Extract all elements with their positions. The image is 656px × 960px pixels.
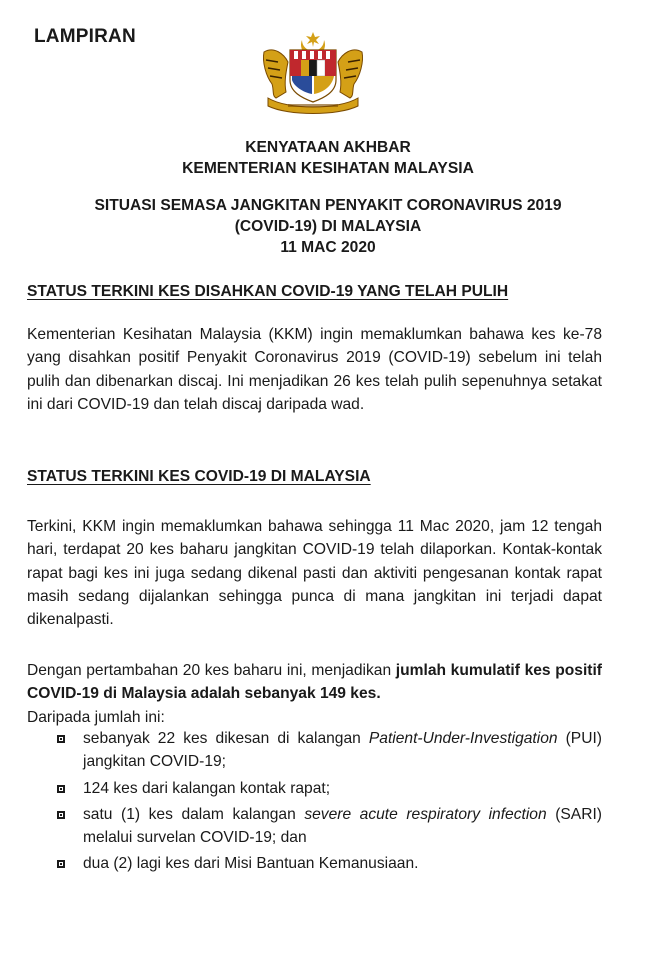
square-bullet-icon <box>57 860 65 868</box>
section-title-status: STATUS TERKINI KES COVID-19 DI MALAYSIA <box>27 468 371 485</box>
subtitle-line-2: (COVID-19) DI MALAYSIA <box>234 218 422 235</box>
list-item: satu (1) kes dalam kalangan severe acute respiratory infection (SARI) melalui survelan COVID-19; dan <box>27 803 602 850</box>
subtitle-line-1: SITUASI SEMASA JANGKITAN PENYAKIT CORONAVIRUS 2019 <box>94 197 562 214</box>
square-bullet-icon <box>57 785 65 793</box>
title-line-2: KEMENTERIAN KESIHATAN MALAYSIA <box>182 160 474 177</box>
situation-heading <box>0 195 656 258</box>
summary-pre: Dengan pertambahan 20 kes baharu ini, menjadikan <box>27 662 396 679</box>
cumulative-summary <box>27 659 602 729</box>
title-line-1: KENYATAAN AKHBAR <box>245 139 411 156</box>
list-item: sebanyak 22 kes dikesan di kalangan Patient-Under-Investigation (PUI) jangkitan COVID-19; <box>27 727 602 774</box>
section-body-status: Terkini, KKM ingin memaklumkan bahawa sehingga 11 Mac 2020, jam 12 tengah hari, terdapat 20 kes baharu jangkitan COVID-19 telah dilaporkan. Kontak-kontak rapat bagi kes ini juga sedang dikenal pasti dan aktiviti pengesanan kontak rapat masih sedang dijalankan sehingga punca di mana jangkitan ini terjadi dapat dikenalpasti. <box>27 518 602 629</box>
summary-lead: Daripada jumlah ini: <box>27 708 165 726</box>
statement-date: 11 MAC 2020 <box>280 239 376 256</box>
section-body-recovered: Kementerian Kesihatan Malaysia (KKM) ingin memaklumkan bahawa kes ke-78 yang disahkan positif Penyakit Coronavirus 2019 (COVID-19) sebelum ini telah pulih dan dibenarkan discaj. Ini menjadikan 26 kes telah pulih sepenuhnya setakat ini dari COVID-19 dan telah discaj daripada wad. <box>27 326 602 413</box>
square-bullet-icon <box>57 811 65 819</box>
press-statement-heading <box>0 137 656 179</box>
list-item: 124 kes dari kalangan kontak rapat; <box>27 777 602 800</box>
summary-post: . <box>376 685 381 703</box>
lampiran-label: LAMPIRAN <box>34 26 136 47</box>
section-title-recovered: STATUS TERKINI KES DISAHKAN COVID-19 YANG TELAH PULIH <box>27 283 509 300</box>
malaysia-coat-of-arms-icon <box>258 32 368 114</box>
breakdown-list <box>27 727 602 879</box>
square-bullet-icon <box>57 735 65 743</box>
summary-bold: jumlah kumulatif kes positif COVID-19 di Malaysia adalah sebanyak 149 kes <box>27 662 603 703</box>
list-item: dua (2) lagi kes dari Misi Bantuan Kemanusiaan. <box>27 852 602 875</box>
